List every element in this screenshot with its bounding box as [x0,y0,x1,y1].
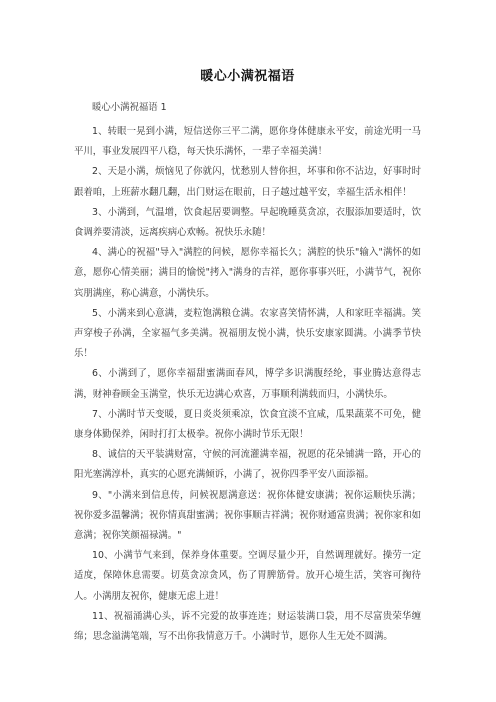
paragraph-6: 6、小满到了，愿你幸福甜蜜满面春风，博学多识满腹经纶，事业腾达意得志满，财神眷顾金玉满堂，快乐无边满心欢喜，万事顺利满载而归，小满快乐。 [74,368,421,400]
paragraph-10: 10、小满节气来到，保养身体重要。空调尽量少开，自然调理就好。操劳一定适度，保障休息需要。切莫贪凉贪风，伤了胃脾筋骨。放开心境生活，笑容可掬待人。小满朋友祝你，健康无虑上进！ [74,550,421,602]
paragraph-5: 5、小满来到心意满，麦粒饱满粮仓满。农家喜笑情怀满，人和家旺幸福满。笑声穿梭子孙满，全家福气多美满。祝福朋友悦小满，快乐安康家圆满。小满季节快乐！ [74,307,421,360]
paragraph-3: 3、小满到，气温增，饮食起居要调整。早起晚睡莫贪凉，衣服添加要适时，饮食调养要清淡，远离疾病心欢畅。祝快乐永随！ [74,206,421,239]
paragraph-9: 9、"小满来到信息传，问候祝愿满意送：祝你体健安康满；祝你运顺快乐满；祝你爱多温馨满；祝你情真甜蜜满；祝你事顺吉祥满；祝你财通富贵满；祝你家和如意满；祝你笑颜福禄满。" [74,489,421,542]
paragraph-4: 4、满心的祝福"导入"满腔的问候，愿你幸福长久；满腔的快乐"输入"满怀的如意，愿你心情美丽；满目的愉悦"拷入"满身的吉祥，愿你事事兴旺，小满节气，祝你宾朋满座，称心满意，小满快乐。 [74,247,421,299]
section-subtitle: 暖心小满祝福语 1 [92,102,167,113]
paragraph-1: 1、转眼一晃到小满，短信送你三平二满，愿你身体健康永平安，前途光明一马平川，事业发展四平八稳，每天快乐满怀，一辈子幸福美满！ [74,126,421,158]
paragraph-2: 2、天是小满，烦恼见了你就闪，忧愁别人替你担，坏事和你不沾边，好事时时跟着咱，上班薪水翻几翻，出门财运在眼前，日子越过越平安，幸福生活永相伴！ [74,166,421,198]
paragraph-7: 7、小满时节天变暖，夏日炎炎须乘凉，饮食宜淡不宜咸，瓜果蔬菜不可免，健康身体勤保养，闲时打打太极拳。祝你小满时节乐无限！ [74,408,421,441]
paragraph-11: 11、祝福涌满心头，诉不完爱的故事连连；财运装满口袋，用不尽富贵荣华缠绵；思念溢满笔端，写不出你我情意万千。小满时节，愿你人生无处不圆满。 [74,610,421,643]
document-title: 暖心小满祝福语 [200,69,295,84]
paragraph-8: 8、诚信的天平装满财富，守候的河流灌满幸福，祝愿的花朵铺满一路，开心的阳光塞满淳朴，真实的心愿充满倾诉，小满了，祝你四季平安八面添福。 [74,449,421,481]
